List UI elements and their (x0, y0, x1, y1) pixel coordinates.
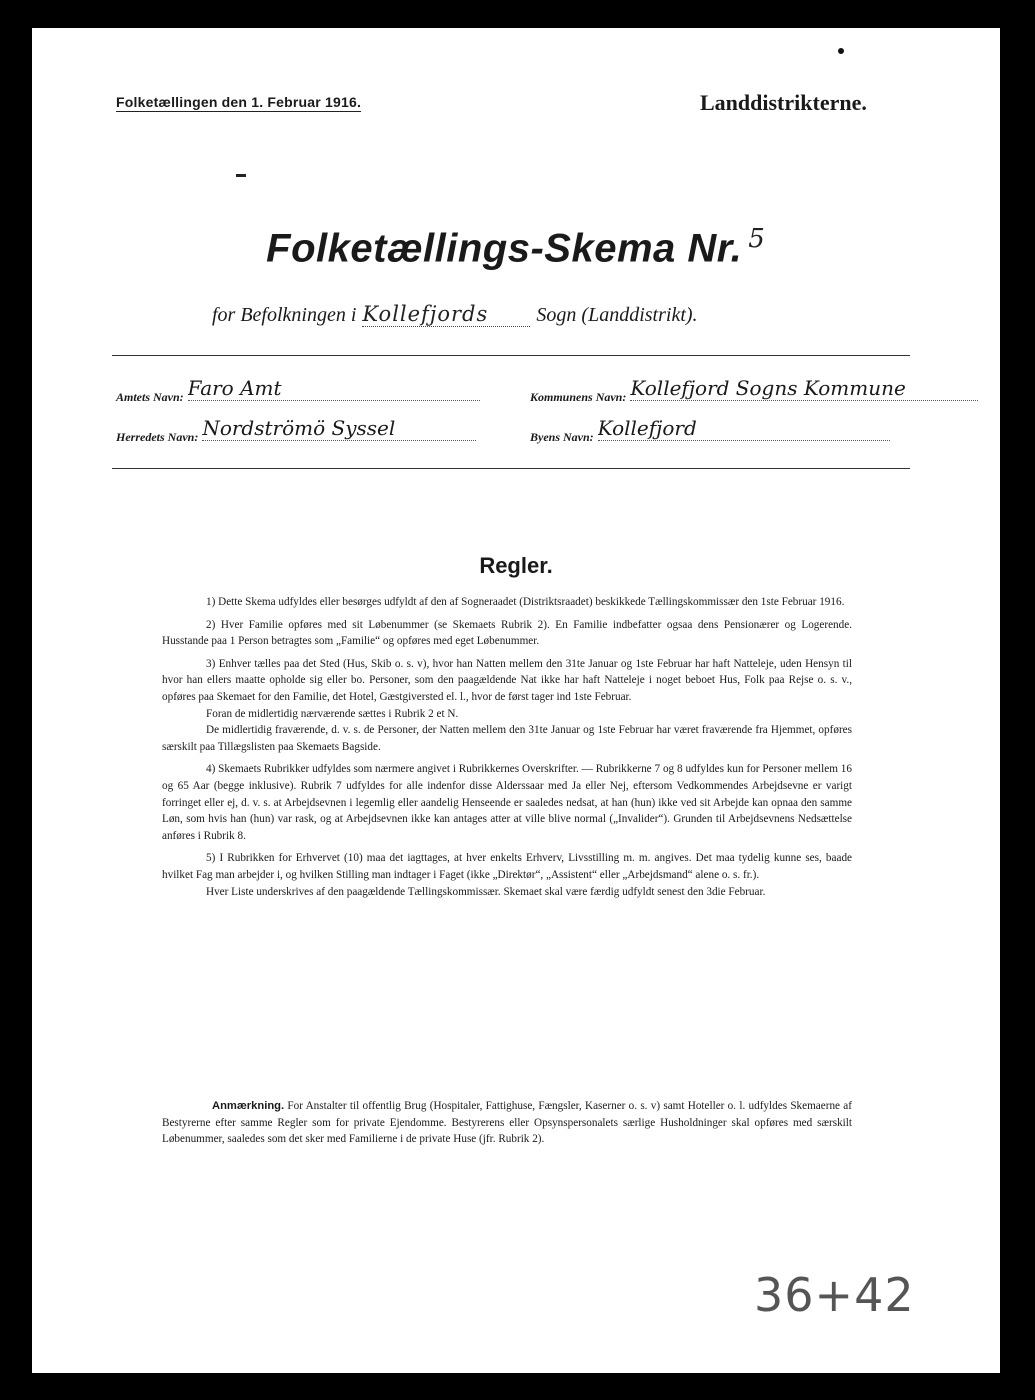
kommune-value: Kollefjord Sogns Kommune (630, 376, 978, 401)
rule-5b: Hver Liste underskrives af den paagældende Tællingskommissær. Skemaet skal være færdig udfyldt senest den 3die Februar. (206, 885, 766, 898)
form-number: 5 (748, 224, 766, 254)
remark-paragraph (162, 1098, 852, 1148)
parish-name: Kollefjords (362, 302, 530, 327)
by-label: Byens Navn: (530, 430, 594, 444)
amt-value: Faro Amt (188, 376, 480, 401)
form-subtitle (212, 302, 698, 327)
subtitle-suffix: Sogn (Landdistrikt). (536, 304, 698, 326)
remark-label: Anmærkning. (212, 1100, 285, 1112)
rule-4: 4) Skemaets Rubrikker udfyldes som nærmere angivet i Rubrikkernes Overskrifter. — Rubrikkerne 7 og 8 udfyldes kun for Personer mellem 16 og 65 Aar (begge inklusive). Rubrik 7 udfyldes for alle indenfor disse Alderssaar med Ja eller Nej, eftersom Vedkommendes Arbejdsevne er varigt forringet eller ej, d. v. s. at Arbejdsevnen i legemlig eller aandelig Henseende er saaledes nedsat, at han (hun) ikke ved sit Arbejde kan opnaa den samme Løn, som hvis han (hun) var rask, og at Arbejdsevnen ikke kan antages atter at ville blive normal („Invalider“). Grunden til Arbejdsevnens Nedsættelse anføres i Rubrik 8. (162, 763, 852, 842)
by-value: Kollefjord (598, 416, 890, 441)
top-divider (112, 355, 910, 356)
herred-value: Nordströmö Syssel (202, 416, 476, 441)
ink-mark (236, 174, 246, 177)
ink-dot (838, 48, 844, 54)
form-title-text: Folketællings-Skema Nr. (266, 226, 743, 271)
rule-5: 5) I Rubrikken for Erhvervet (10) maa det iagttages, at hver enkelts Erhverv, Livsstilling m. m. angives. Det maa tydelig kunne ses, baade hvilket Fag man arbejder i, og hvilken Stilling man indtager i Faget (ikke „Direktør“, „Assistent“ eller „Arbejdsmand“ alene o. s. fr.). (162, 852, 852, 881)
census-date-header: Folketællingen den 1. Februar 1916. (116, 94, 362, 110)
bottom-divider (112, 468, 910, 469)
herred-field (116, 416, 476, 446)
rule-1: 1) Dette Skema udfyldes eller besørges udfyldt af den af Sogneraadet (Distriktsraadet) beskikkede Tællingskommissær den 1ste Februar 1916. (206, 596, 845, 608)
pencil-annotation: 36+42 (754, 1268, 915, 1322)
kommune-field (530, 376, 978, 406)
form-title (32, 224, 1000, 271)
rule-3: 3) Enhver tælles paa det Sted (Hus, Skib o. s. v), hvor han Natten mellem den 31te Januar og 1ste Februar har haft Natteleje, uden Hensyn til hvor han ellers maatte opholde sig eller bo. Personer, som den paagældende Nat ikke har haft Natteleje i noget beboet Hus, Folk paa Rejse o. s. v., opføres paa Skemaet for den Familie, det Hotel, Gæstgiversted el. l., hvor de først tager ind 1ste Februar. (162, 657, 852, 703)
amt-field (116, 376, 480, 406)
rules-section (162, 594, 852, 906)
remark-text: For Anstalter til offentlig Brug (Hospitaler, Fattighuse, Fængsler, Kaserner o. s. v) samt Hoteller o. l. udfyldes Skemaerne af Bestyrerne efter samme Regler som for private Ejendomme. Bestyrerens eller Opsynspersonalets særlige Husholdninger skal opføres med særskilt Løbenummer, saaledes som det sker med Familierne i de private Huse (jfr. Rubrik 2). (162, 1100, 852, 1146)
amt-label: Amtets Navn: (116, 390, 184, 404)
census-form-page (32, 28, 1000, 1373)
rule-2: 2) Hver Familie opføres med sit Løbenummer (se Skemaets Rubrik 2). En Familie indbefatter ogsaa dens Pensionærer og Logerende. Husstande paa 1 Person betragtes som „Familie“ og opføres med eget Løbenummer. (162, 618, 852, 648)
rules-heading: Regler. (479, 553, 553, 578)
remark-section (162, 1098, 852, 1148)
kommune-label: Kommunens Navn: (530, 390, 627, 404)
district-type-header: Landdistrikterne. (700, 90, 867, 115)
by-field (530, 416, 890, 446)
subtitle-prefix: for Befolkningen i (212, 304, 357, 326)
rule-3b: Foran de midlertidig nærværende sættes i Rubrik 2 et N. (206, 707, 459, 720)
rule-3c: De midlertidig fraværende, d. v. s. de Personer, der Natten mellem den 31te Januar og 1ste Februar har været fraværende fra Hjemmet, opføres særskilt paa Tillægslisten paa Skemaets Bagside. (162, 724, 852, 753)
herred-label: Herredets Navn: (116, 430, 199, 444)
